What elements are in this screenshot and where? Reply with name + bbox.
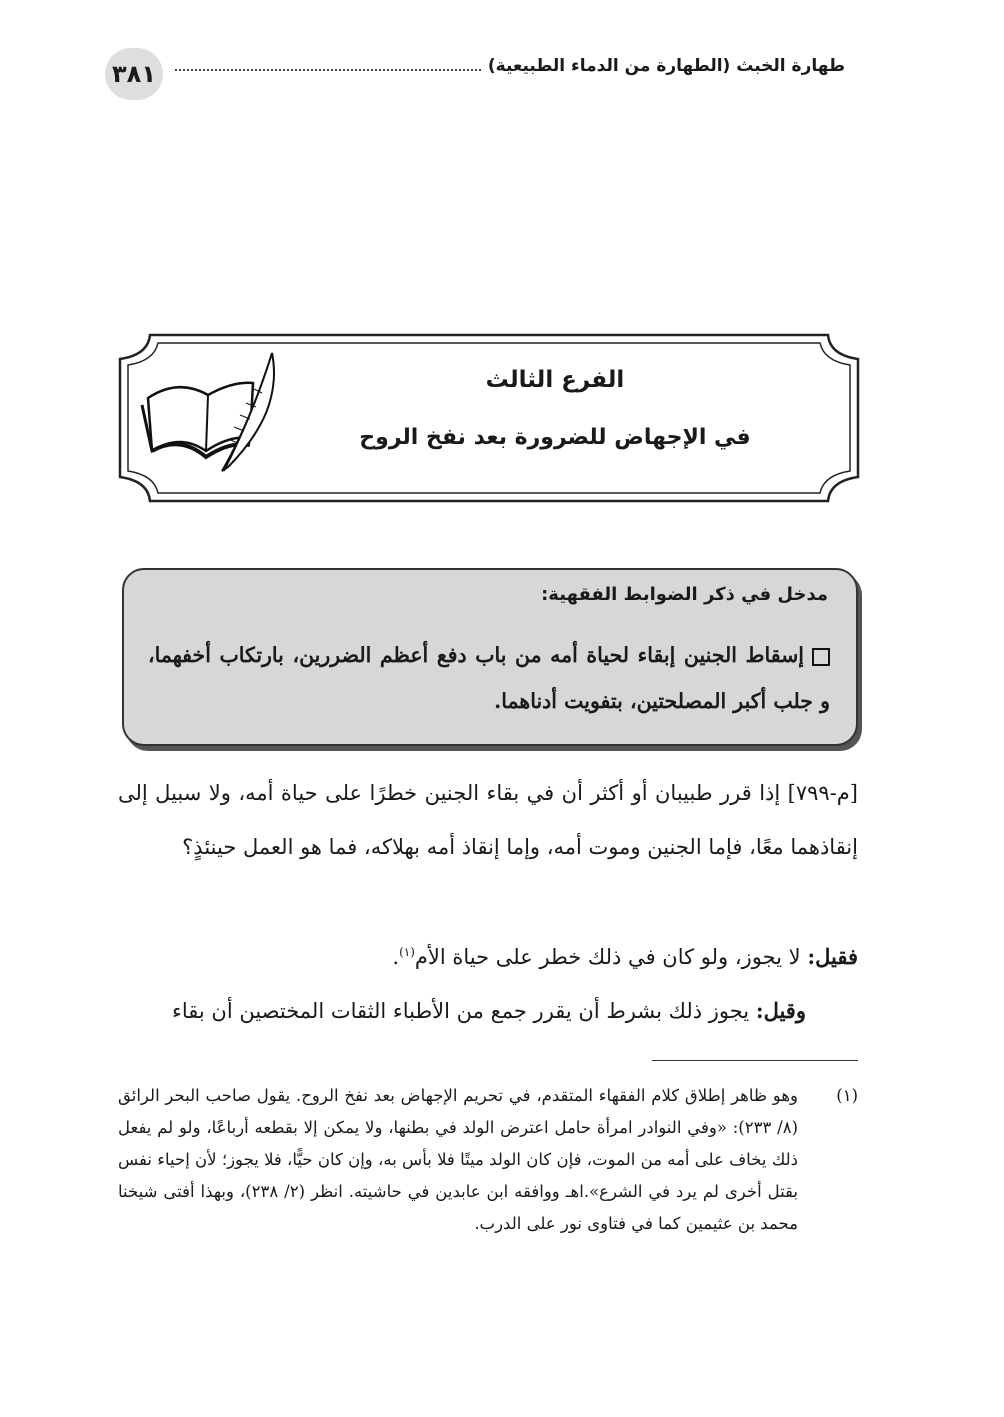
opinion-2-lead: وقيل: [755,998,806,1023]
footnote-ref[interactable]: (١) [399,945,415,959]
intro-body-wrapper [148,632,830,724]
footnote-separator [652,1060,858,1061]
chapter-title: الفرع الثالث [485,367,625,393]
chapter-heading-box [118,333,860,503]
opinion-1-lead: فقيل: [807,944,858,969]
opinion-1-end: . [392,945,400,969]
paragraph-opinion-1 [392,925,858,984]
intro-body: إسقاط الجنين إبقاء لحياة أمه من باب دفع أعظم الضررين، بارتكاب أخفهما، و جلب أكبر المصلحتين، بتفويت أدناهما. [148,643,830,713]
fiqh-rules-box [122,568,858,746]
running-title: طهارة الخبث (الطهارة من الدماء الطبيعية) [482,56,845,76]
intro-heading: مدخل في ذكر الضوابط الفقهية: [541,584,828,605]
page-number: ٣٨١ [105,48,163,100]
footnote [118,1080,858,1240]
paragraph-question: [م-٧٩٩] إذا قرر طبيبان أو أكثر أن في بقاء الجنين خطرًا على حياة أمه، ولا سبيل إلى إنقاذهما معًا، فإما الجنين وموت أمه، وإما إنقاذ أمه بهلاكه، فما هو العمل حينئذٍ؟ [118,781,858,859]
footnote-number: (١) [836,1086,858,1105]
checkbox-icon [812,648,830,666]
opinion-2-text: يجوز ذلك بشرط أن يقرر جمع من الأطباء الثقات المختصين أن بقاء [172,999,756,1023]
footnote-text: وهو ظاهر إطلاق كلام الفقهاء المتقدم، في تحريم الإجهاض بعد نفخ الروح. يقول صاحب البحر الرائق (٨/ ٢٣٣): «وفي النوادر امرأة حامل اعترض الولد في بطنها، ولا يمكن إلا بقطعه أرباعًا، ولو لم يفعل ذلك يخاف على أمه من الموت، فإن كان الولد ميتًا فلا بأس به، وإن كان حيًّا، فلا يجوز؛ لأن إحياء نفس بقتل أخرى لم يرد في الشرع».اهـ ووافقه ابن عابدين في حاشيته. انظر (٢/ ٢٣٨)، وبهذا أفتى شيخنا محمد بن عثيمين كما في فتاوى نور على الدرب. [118,1086,798,1233]
paragraph-opinion-2 [118,984,806,1038]
page-header [105,48,845,100]
chapter-subtitle: في الإجهاض للضرورة بعد نفخ الروح [359,425,751,450]
open-book-quill-icon [138,343,288,483]
opinion-1-text: لا يجوز، ولو كان في ذلك خطر على حياة الأم [414,945,808,969]
